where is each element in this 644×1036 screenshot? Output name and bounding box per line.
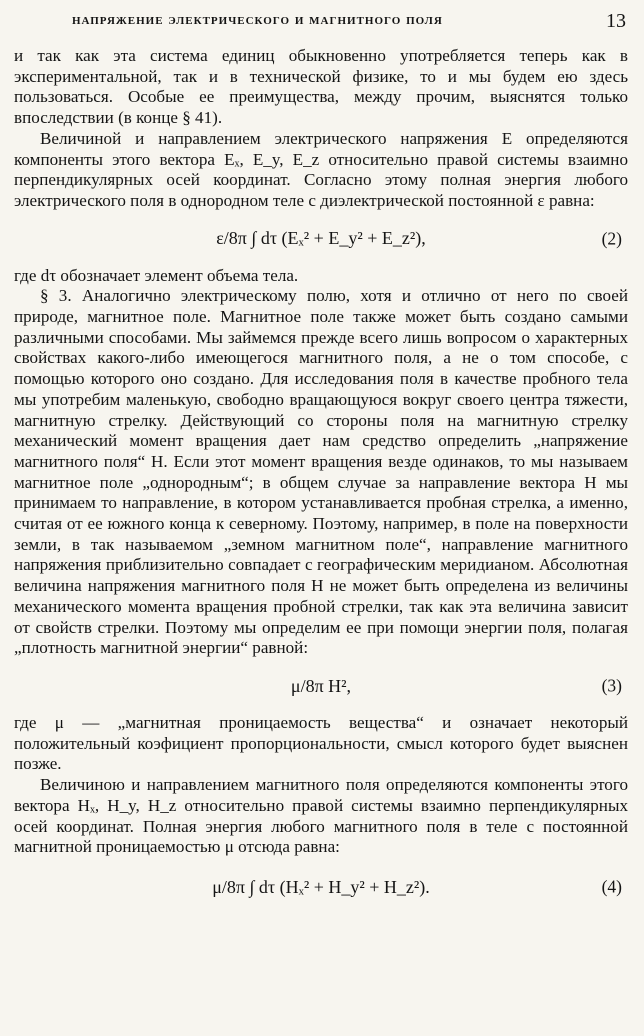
equation-3 [14,659,628,713]
paragraph-permeability: где μ — „магнитная проницаемость вещества“ и означает некоторый положительный коэфициент пропорциональности, смысл которого будет выяснен позже. [14,712,628,774]
paragraph-volume-element: где dτ обозначает элемент объема тела. [14,265,299,285]
paragraph-continuation: и так как эта система единиц обыкновенно употребляется теперь как в экспериментальной, так и в технической физике, то и мы будем ею здесь пользоваться. Особые ее преимущества, между прочим, выяснятся только впоследствии (в конце § 41). [14,46,628,128]
running-title: напряжение электрического и магнитного поля [72,12,443,28]
page-header [14,10,628,34]
equation-4 [14,858,628,916]
equation-4-number: (4) [601,876,622,897]
equation-4-formula: μ/8π ∫ dτ (Hₓ² + H_y² + H_z²). [212,876,430,897]
equation-3-number: (3) [601,675,622,696]
equation-2 [14,212,628,266]
equation-3-formula: μ/8π H², [290,675,352,696]
equation-2-formula: ε/8π ∫ dτ (Eₓ² + E_y² + E_z²), [216,228,426,249]
paragraph-section-3: § 3. Аналогично электрическому полю, хотя и отлично от него по своей природе, магнитное поле. Магнитное поле также может быть создано самыми различными способами. Мы займемся прежде всего лишь вопросом о характерных свойствах какого-либо имеющегося магнитного поля, а не о том способе, с помощью которого оно создано. Для исследования поля в качестве пробного тела мы употребим маленькую, свободно вращающуюся вокруг своего центра тяжести, магнитную стрелку. Действующий со стороны поля на магнитную стрелку механический момент вращения дает нам средство определить „напряжение магнитного поля“ H. Если этот момент вращения везде одинаков, то мы называем магнитное поле „однородным“; в общем случае за направление вектора H мы принимаем то направление, в котором устанавливается пробная стрелка, а именно, считая от ее южного конца к северному. Поэтому, например, в поле на поверхности земли, в так называемом „земном магнитном поле“, направление магнитного напряжения приблизительно совпадает с географическим меридианом. Абсолютная величина напряжения магнитного поля H не может быть определена из величины механического момента вращения пробной стрелки, так как эта величина зависит от свойств стрелки. Поэтому мы определим ее при помощи энергии поля, полагая „плотность магнитной энергии“ равной: [14,286,628,658]
page-body [14,46,628,916]
equation-2-number: (2) [601,228,622,249]
paragraph-magnetic-components: Величиною и направлением магнитного поля определяются компоненты этого вектора Hₓ, H_y, H_z относительно правой системы взаимно перпендикулярных осей координат. Полная энергия любого магнитного поля в теле с постоянной магнитной проницаемостью μ отсюда равна: [14,775,628,857]
page-number: 13 [606,10,626,32]
paragraph-electric-components: Величиной и направлением электрического напряжения E определяются компоненты этого вектора Eₓ, E_y, E_z относительно правой системы взаимно перпендикулярных осей координат. Согласно этому полная энергия любого электрического поля в однородном теле с диэлектрической постоянной ε равна: [14,128,628,210]
